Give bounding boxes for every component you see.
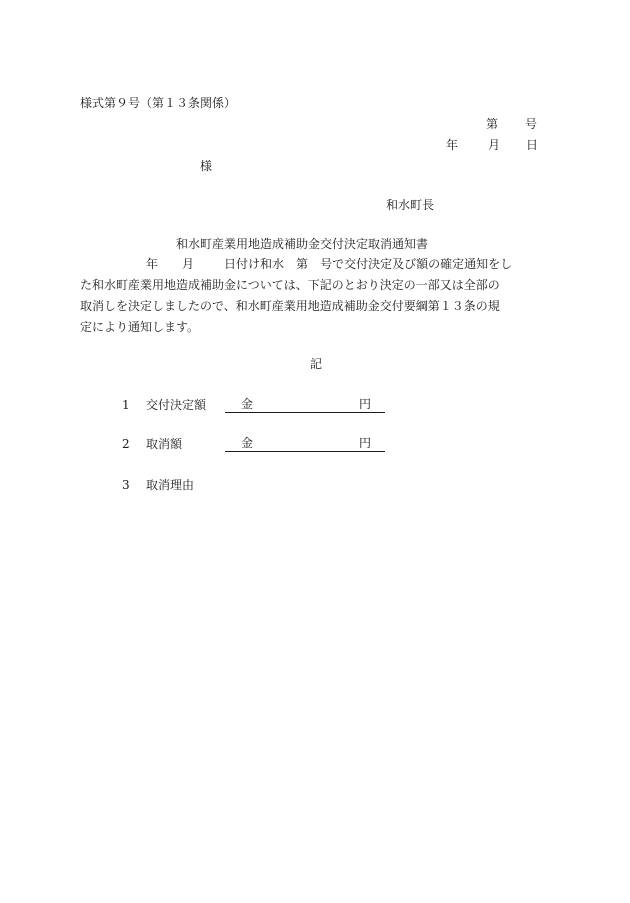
- item-3-label: 取消理由: [146, 478, 195, 492]
- item-3-number: 3: [122, 478, 130, 492]
- document-number-line: [486, 118, 537, 130]
- body-line-2: た和水町産業用地造成補助金については、下記のとおり決定の一部又は全部の: [80, 278, 500, 292]
- body-no-prefix: 第: [296, 257, 309, 271]
- document-number-prefix: 第: [486, 117, 499, 131]
- body-year: 年: [146, 257, 159, 271]
- date-day: 日: [526, 138, 539, 152]
- document-number-suffix: 号: [525, 117, 538, 131]
- item-2-label: 取消額: [146, 437, 183, 451]
- item-2-amount-field: [225, 437, 385, 452]
- body-line-3: 取消しを決定しましたので、和水町産業用地造成補助金交付要綱第１３条の規: [80, 299, 500, 313]
- ki-heading: 記: [310, 357, 323, 371]
- item-2-number: 2: [122, 437, 130, 451]
- item-1-label: 交付決定額: [146, 398, 207, 412]
- sender-name: 和水町長: [386, 198, 435, 212]
- document-title: 和水町産業用地造成補助金交付決定取消通知書: [176, 237, 429, 251]
- form-number: 様式第９号（第１３条関係）: [80, 96, 237, 110]
- notice-body: [80, 254, 552, 338]
- body-line-1: [80, 254, 552, 275]
- date-year: 年: [446, 138, 459, 152]
- body-line-4: 定により通知します。: [80, 320, 200, 334]
- issue-date-line: [446, 139, 538, 151]
- item-1-kin: 金: [241, 397, 254, 411]
- item-1-number: 1: [122, 398, 130, 412]
- addressee-honorific: 様: [200, 159, 213, 173]
- item-2-yen: 円: [359, 436, 372, 450]
- body-day-ref: 日付け和水: [224, 257, 285, 271]
- date-month: 月: [488, 138, 501, 152]
- body-month: 月: [182, 257, 195, 271]
- item-2-kin: 金: [241, 436, 254, 450]
- item-1-yen: 円: [359, 397, 372, 411]
- body-line-1-rest: 号で交付決定及び額の確定通知をし: [320, 257, 513, 271]
- item-1-amount-field: [225, 398, 385, 413]
